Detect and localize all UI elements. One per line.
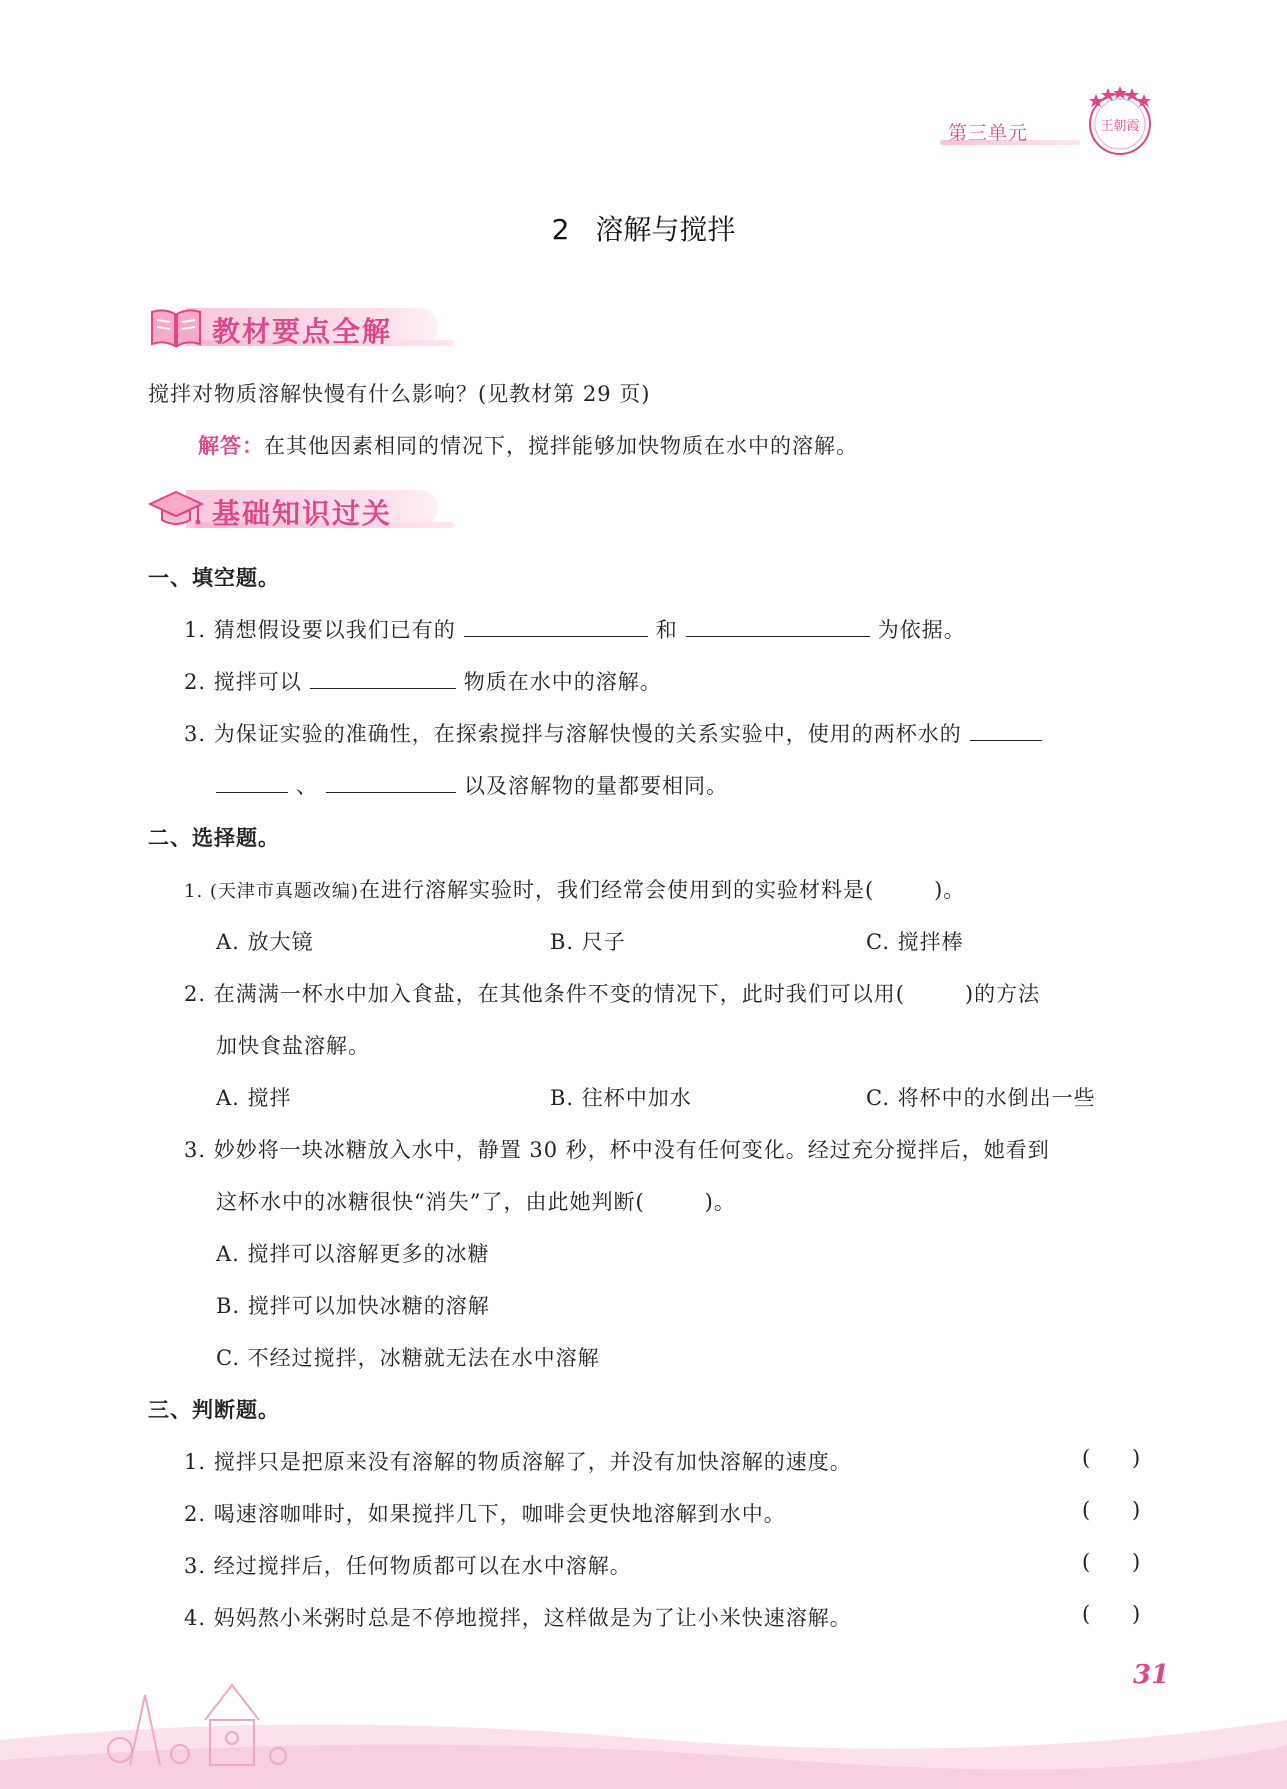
key-question: 搅拌对物质溶解快慢有什么影响？(见教材第 29 页)	[148, 382, 651, 406]
choice-q2-option-c[interactable]: C. 将杯中的水倒出一些	[866, 1086, 1096, 1110]
seal-text: 王朝霞	[1100, 119, 1140, 134]
banner-key-points-label: 教材要点全解	[212, 315, 393, 348]
lesson-name: 溶解与搅拌	[595, 213, 736, 246]
choice-q2-line2: 加快食盐溶解。	[216, 1034, 370, 1058]
judge-answer-3[interactable]: ( )	[1082, 1550, 1141, 1574]
key-answer	[198, 430, 858, 460]
footer-decoration	[0, 1650, 1287, 1789]
judge-answer-4[interactable]: ( )	[1082, 1602, 1141, 1626]
choice-q3-option-a[interactable]: A. 搅拌可以溶解更多的冰糖	[216, 1242, 490, 1266]
judge-answer-2[interactable]: ( )	[1082, 1498, 1141, 1522]
choice-q1: 1. (天津市真题改编)在进行溶解实验时，我们经常会使用到的实验材料是( )。	[184, 878, 966, 902]
choice-q2-option-a[interactable]: A. 搅拌	[216, 1086, 292, 1110]
choice-q3-option-b[interactable]: B. 搅拌可以加快冰糖的溶解	[216, 1294, 490, 1318]
choice-q3-line2: 这杯水中的冰糖很快“消失”了，由此她判断( )。	[216, 1190, 736, 1214]
choice-heading: 二、选择题。	[148, 826, 280, 850]
answer-text: 在其他因素相同的情况下，搅拌能够加快物质在水中的溶解。	[264, 434, 858, 458]
answer-blank[interactable]	[464, 618, 648, 637]
choice-q2-line1: 2. 在满满一杯水中加入食盐，在其他条件不变的情况下，此时我们可以用( )的方法	[184, 982, 1041, 1006]
lesson-title	[0, 208, 1287, 248]
fill-heading: 一、填空题。	[148, 566, 280, 590]
answer-blank[interactable]	[310, 670, 456, 689]
choice-q3-option-c[interactable]: C. 不经过搅拌，冰糖就无法在水中溶解	[216, 1346, 600, 1370]
choice-q1-option-a[interactable]: A. 放大镜	[216, 930, 314, 954]
answer-blank[interactable]	[686, 618, 870, 637]
answer-label: 解答：	[198, 434, 264, 458]
page-number: 31	[1133, 1660, 1170, 1690]
judge-item-3: 3. 经过搅拌后，任何物质都可以在水中溶解。	[184, 1554, 632, 1578]
banner-basics-label: 基础知识过关	[212, 497, 393, 530]
judge-heading: 三、判断题。	[148, 1398, 280, 1422]
unit-label: 第三单元	[948, 122, 1029, 144]
judge-answer-1[interactable]: ( )	[1082, 1446, 1141, 1470]
unit-tag	[940, 118, 1090, 146]
fill-q2: 2. 搅拌可以 物质在水中的溶解。	[184, 670, 662, 694]
choice-q2-option-b[interactable]: B. 往杯中加水	[550, 1086, 692, 1110]
judge-item-4: 4. 妈妈熬小米粥时总是不停地搅拌，这样做是为了让小米快速溶解。	[184, 1606, 852, 1630]
book-icon	[148, 304, 204, 350]
answer-blank[interactable]	[216, 774, 288, 793]
judge-item-1: 1. 搅拌只是把原来没有溶解的物质溶解了，并没有加快溶解的速度。	[184, 1450, 852, 1474]
answer-blank[interactable]	[326, 774, 456, 793]
fill-q3-line1: 3. 为保证实验的准确性，在探索搅拌与溶解快慢的关系实验中，使用的两杯水的	[184, 718, 1042, 748]
question-source: 1. (天津市真题改编)	[184, 881, 359, 902]
choice-q1-option-c[interactable]: C. 搅拌棒	[866, 930, 964, 954]
choice-q3-line1: 3. 妙妙将一块冰糖放入水中，静置 30 秒，杯中没有任何变化。经过充分搅拌后，她看到	[184, 1138, 1050, 1162]
banner-basics	[148, 482, 468, 538]
banner-key-points	[148, 300, 468, 356]
lesson-number: 2	[551, 213, 570, 246]
brand-seal-icon	[1080, 80, 1160, 160]
choice-q1-option-b[interactable]: B. 尺子	[550, 930, 626, 954]
graduation-cap-icon	[148, 486, 204, 532]
fill-q3-line2: 、 以及溶解物的量都要相同。	[216, 770, 728, 800]
judge-item-2: 2. 喝速溶咖啡时，如果搅拌几下，咖啡会更快地溶解到水中。	[184, 1502, 786, 1526]
fill-q1: 1. 猜想假设要以我们已有的 和 为依据。	[184, 618, 966, 642]
answer-blank[interactable]	[970, 722, 1042, 741]
